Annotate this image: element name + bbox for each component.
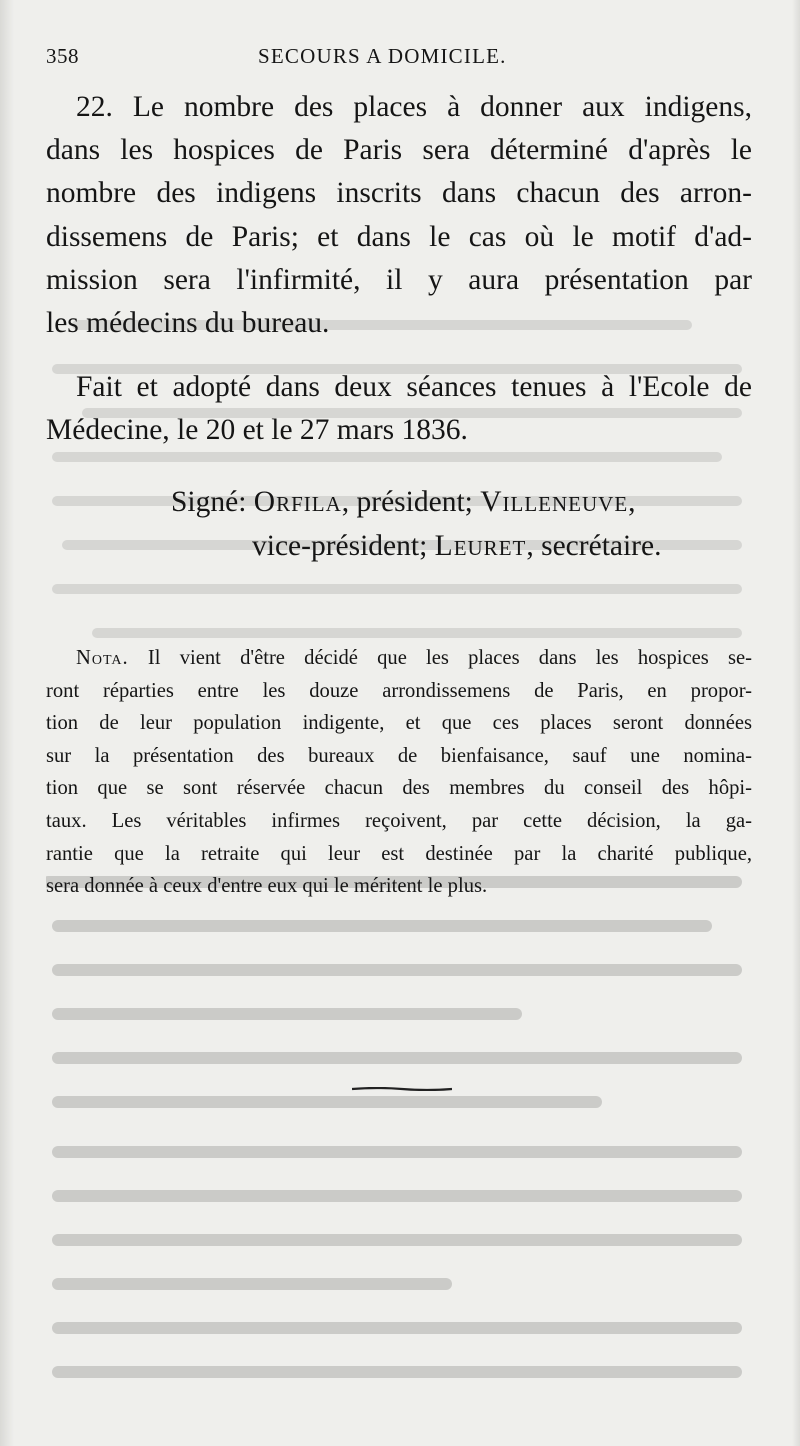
text-line: mission sera l'infirmité, il y aura présentation par [46,263,752,296]
adoption-paragraph [46,366,752,452]
text-line: Fait et adopté dans deux séances tenues à l'Ecole de [76,371,752,403]
page-edge-shadow [0,0,14,1446]
article-22-paragraph [46,86,752,345]
text-line: Médecine, le 20 et le 27 mars 1836. [46,414,468,447]
signature-line-secretary [252,525,661,568]
section-rule-ornament [352,1087,452,1091]
text-line: nombre des indigens inscrits dans chacun des arron- [46,177,752,210]
nota-label: Nota. [76,647,129,669]
bleed-through-texture-lower [46,856,752,1416]
text-line: 22. Le nombre des places à donner aux indigens, [76,91,752,123]
page-edge-shadow-right [792,0,800,1446]
text-line: tion de leur population indigente, et que ces places seront données [46,712,752,735]
running-head [46,44,752,76]
secretary-role: , secrétaire. [526,530,662,562]
president-role: , président; [341,486,473,518]
text-line: les médecins du bureau. [46,307,330,340]
text-line: ront réparties entre les douze arrondissemens de Paris, en propor- [46,679,752,702]
vice-president-name: Villeneuve [480,486,629,518]
text-line: dans les hospices de Paris sera déterminé d'après le [46,134,752,167]
nota-paragraph [46,642,752,903]
president-name: Orfila [253,486,342,518]
text-line: taux. Les véritables infirmes reçoivent, par cette décision, la ga- [46,809,752,832]
signed-label: Signé: [171,486,247,518]
text-line: tion que se sont réservée chacun des membres du conseil des hôpi- [46,777,752,800]
vice-president-role: vice-président; [252,530,428,562]
text-line: sur la présentation des bureaux de bienfaisance, sauf une nomina- [46,744,752,767]
text-line [46,642,752,675]
signature-line-president: Signé: Orfila, président; Villeneuve, [171,486,636,518]
running-head-title: SECOURS A DOMICILE. [258,44,507,68]
text-line: sera donnée à ceux d'entre eux qui le méritent le plus. [46,875,488,898]
text-line: rantie que la retraite qui leur est destinée par la charité publique, [46,842,752,865]
text-line: dissemens de Paris; et dans le cas où le motif d'ad- [46,220,752,253]
secretary-name: Leuret [434,530,527,562]
nota-line-text: Il vient d'être décidé que les places dans les hospices se- [147,647,752,669]
page-number: 358 [46,44,79,68]
